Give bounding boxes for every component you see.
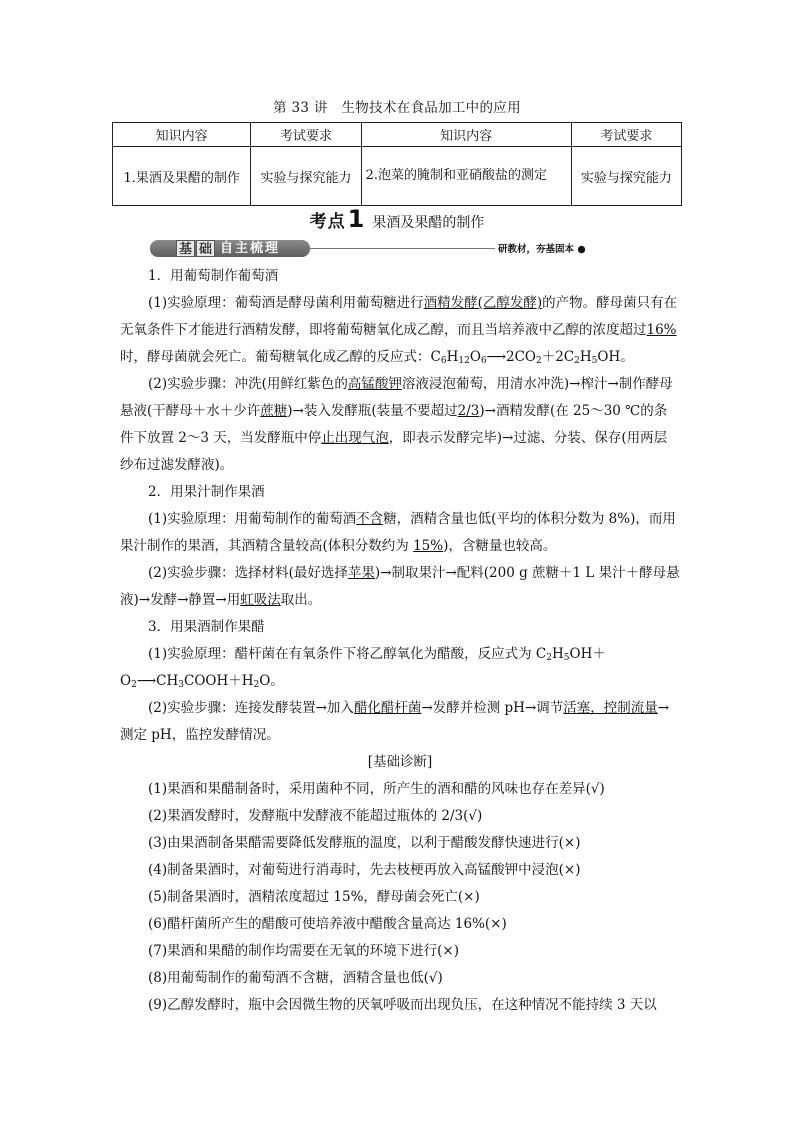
table-row bbox=[113, 147, 682, 206]
table-header-cell: 知识内容 bbox=[361, 123, 571, 147]
answer-underline: 高锰酸钾 bbox=[347, 376, 402, 392]
answer-underline: 活塞，控制流量 bbox=[563, 700, 658, 716]
answer-underline: 止出现气泡 bbox=[321, 430, 389, 446]
paragraph: (1)实验原理：用葡萄制作的葡萄酒不含糖，酒精含量也低(平均的体积分数为 8%)，而用果汁制作的果酒，其酒精含量较高(体积分数约为 15%)，含糖量也较高。 bbox=[120, 511, 676, 554]
table-header-cell: 知识内容 bbox=[113, 123, 251, 147]
section-heading bbox=[0, 205, 794, 233]
bullet-icon: ● bbox=[577, 244, 586, 255]
answer-underline: 不含 bbox=[356, 511, 384, 527]
table-cell: 实验与探究能力 bbox=[251, 147, 361, 206]
banner-tagline bbox=[498, 241, 586, 255]
section-banner bbox=[150, 238, 586, 260]
paragraph: (2)实验步骤：冲洗(用鲜红紫色的高锰酸钾溶液浸泡葡萄，用清水冲洗)→榨汁→制作酵母悬液(干酵母＋水＋少许蔗糖)→装入发酵瓶(装量不要超过2/3)→酒精发酵(在 25～30 ℃的条件下放置 2～3 天，当发酵瓶中停止出现气泡，即表示发酵完毕)→过滤、分装、保存(用两层纱布过滤发酵液)。 bbox=[120, 376, 673, 473]
list-item: (5)制备果酒时，酒精浓度超过 15%，酵母菌会死亡(×) bbox=[148, 889, 480, 905]
table-cell: 2.泡菜的腌制和亚硝酸盐的测定 bbox=[361, 147, 571, 206]
list-item: (8)用葡萄制作的葡萄酒不含糖，酒精含量也低(√) bbox=[148, 970, 443, 986]
answer-underline: 酒精发酵(乙醇发酵) bbox=[423, 295, 543, 311]
paragraph: (1)实验原理：醋杆菌在有氧条件下将乙醇氧化为醋酸，反应式为 $C_2H_5OH+O_2⟶CH_3COOH+H_2O$。 bbox=[120, 646, 606, 690]
main-content bbox=[120, 263, 680, 1019]
paragraph: (2)实验步骤：选择材料(最好选择苹果)→制取果汁→配料(200 g 蔗糖＋1 L 果汁＋酵母悬液)→发酵→静置→用虹吸法取出。 bbox=[120, 565, 680, 608]
page-title: 第 33 讲 生物技术在食品加工中的应用 bbox=[273, 100, 521, 116]
banner-char: 基 bbox=[176, 240, 195, 257]
answer-underline: 虹吸法 bbox=[240, 592, 281, 608]
table-header-cell: 考试要求 bbox=[251, 123, 361, 147]
requirements-table bbox=[112, 122, 682, 206]
answer-underline: 醋化醋杆菌 bbox=[353, 700, 422, 716]
list-item: (2)果酒发酵时，发酵瓶中发酵液不能超过瓶体的 2/3(√) bbox=[148, 808, 483, 824]
subsection-heading: 1．用葡萄制作葡萄酒 bbox=[148, 268, 279, 284]
answer-underline: 蔗糖 bbox=[260, 403, 288, 419]
table-cell: 1.果酒及果醋的制作 bbox=[113, 147, 251, 206]
section-label: 考点 bbox=[309, 212, 346, 232]
list-item: (7)果酒和果醋的制作均需要在无氧的环境下进行(×) bbox=[148, 943, 459, 959]
table-header-cell: 考试要求 bbox=[571, 123, 681, 147]
banner-title: 自主梳理 bbox=[220, 241, 281, 256]
paragraph: (2)实验步骤：连接发酵装置→加入醋化醋杆菌→发酵并检测 pH→调节活塞，控制流量→测定 pH，监控发酵情况。 bbox=[120, 700, 670, 743]
answer-underline: 苹果 bbox=[347, 565, 375, 581]
banner-tagline-text: 研教材，夯基固本 bbox=[498, 244, 575, 255]
paragraph: (1)实验原理：葡萄酒是酵母菌利用葡萄糖进行酒精发酵(乙醇发酵)的产物。酵母菌只有在无氧条件下才能进行酒精发酵，即将葡萄糖氧化成乙醇，而且当培养液中乙醇的浓度超过16%时，酵母菌就会死亡。葡萄糖氧化成乙醇的反应式：$C_6H_{12}O_6⟶2CO_2+2C_2H_5OH$。 bbox=[120, 295, 678, 366]
list-item: (1)果酒和果醋制备时，采用菌种不同，所产生的酒和醋的风味也存在差异(√) bbox=[148, 781, 605, 797]
section-title: 果酒及果醋的制作 bbox=[372, 215, 485, 231]
banner-char: 础 bbox=[196, 240, 215, 257]
list-item: (6)醋杆菌所产生的醋酸可使培养液中醋酸含量高达 16%(×) bbox=[148, 916, 507, 932]
answer-underline: 16% bbox=[646, 322, 677, 338]
section-number: 1 bbox=[347, 205, 365, 233]
banner-rule bbox=[310, 248, 495, 249]
list-item: (9)乙醇发酵时，瓶中会因微生物的厌氧呼吸而出现负压，在这种情况不能持续 3 天以 bbox=[148, 997, 657, 1013]
answer-underline: 2/3 bbox=[457, 403, 480, 419]
table-header-row bbox=[113, 123, 682, 147]
diagnosis-heading: [基础诊断] bbox=[367, 754, 433, 770]
subsection-heading: 3．用果酒制作果醋 bbox=[148, 619, 265, 635]
list-item: (3)由果酒制备果醋需要降低发酵瓶的温度，以利于醋酸发酵快速进行(×) bbox=[148, 835, 581, 851]
table-cell: 实验与探究能力 bbox=[571, 147, 681, 206]
list-item: (4)制备果酒时，对葡萄进行消毒时，先去枝梗再放入高锰酸钾中浸泡(×) bbox=[148, 862, 581, 878]
answer-underline: 15% bbox=[413, 538, 444, 554]
subsection-heading: 2．用果汁制作果酒 bbox=[148, 484, 265, 500]
